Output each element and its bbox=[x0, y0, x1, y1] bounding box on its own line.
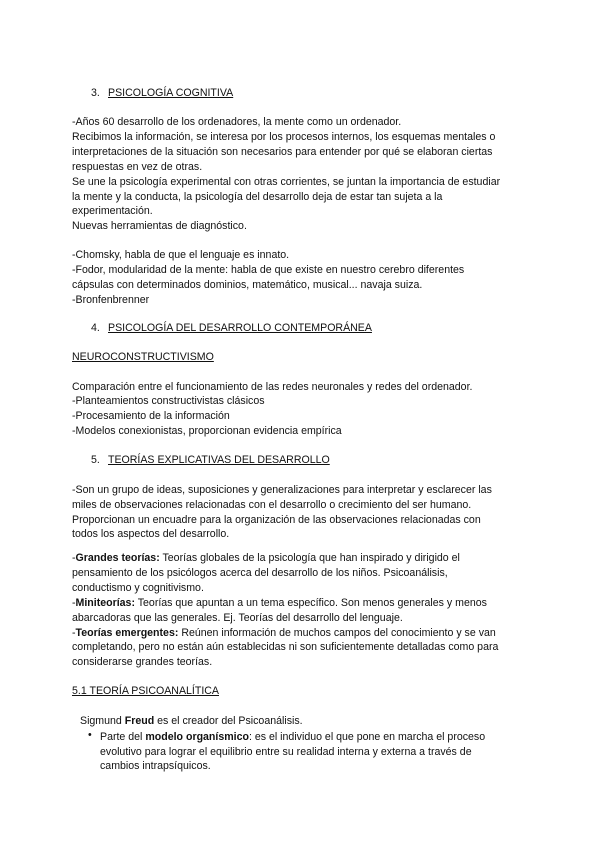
paragraph-line: pensamiento de los psicólogos acerca del desarrollo de los niños. Psicoanálisis, bbox=[72, 567, 448, 579]
section-3-heading: PSICOLOGÍA COGNITIVA bbox=[108, 87, 234, 99]
miniteorias-line: -Miniteorías: Teorías que apuntan a un tema específico. Son menos generales y menos bbox=[72, 597, 487, 609]
paragraph-line: conductismo y cognitivismo. bbox=[72, 582, 204, 594]
paragraph-line: Se une la psicología experimental con otras corrientes, se juntan la importancia de estudiar bbox=[72, 176, 501, 188]
paragraph-line: Nuevas herramientas de diagnóstico. bbox=[72, 220, 247, 232]
grandes-teorias-line: -Grandes teorías: Teorías globales de la psicología que han inspirado y dirigido el bbox=[72, 552, 460, 564]
paragraph-line: todos los aspectos del desarrollo. bbox=[72, 528, 230, 540]
freud-line: Sigmund Freud es el creador del Psicoanálisis. bbox=[80, 715, 303, 727]
paragraph-line: -Modelos conexionistas, proporcionan evidencia empírica bbox=[72, 425, 342, 437]
bullet-line: Parte del modelo organísmico: es el individuo el que pone en marcha el proceso bbox=[100, 731, 486, 743]
paragraph-line: completando, pero no están aún establecidas ni son suficientemente detalladas como para bbox=[72, 641, 499, 653]
paragraph-line: -Bronfenbrenner bbox=[72, 294, 150, 306]
paragraph-line: -Planteamientos constructivistas clásicos bbox=[72, 395, 265, 407]
section-5-1-heading: 5.1 TEORÍA PSICOANALÍTICA bbox=[72, 685, 219, 697]
paragraph-line: -Fodor, modularidad de la mente: habla de que existe en nuestro cerebro diferentes bbox=[72, 264, 465, 276]
paragraph-line: miles de observaciones relacionadas con el desarrollo o crecimiento del ser humano. bbox=[72, 499, 472, 511]
bullet-line: cambios intrapsíquicos. bbox=[100, 760, 211, 772]
section-4-heading: PSICOLOGÍA DEL DESARROLLO CONTEMPORÁNEA bbox=[108, 322, 372, 334]
section-5-number: 5. bbox=[91, 454, 100, 466]
bullet-line: evolutivo para lograr el equilibrio entre su realidad interna y externa a través de bbox=[100, 746, 472, 758]
teorias-emergentes-label: Teorías emergentes: bbox=[75, 627, 179, 639]
paragraph-line: la mente y la conducta, la psicología del desarrollo deja de estar tan sujeta a la bbox=[72, 191, 443, 203]
paragraph-line: abarcadoras que las generales. Ej. Teorías del desarrollo del lenguaje. bbox=[72, 612, 403, 624]
bullet-icon: • bbox=[88, 729, 92, 741]
paragraph-line: Comparación entre el funcionamiento de las redes neuronales y redes del ordenador. bbox=[72, 381, 473, 393]
paragraph-line: Recibimos la información, se interesa por los procesos internos, los esquemas mentales o bbox=[72, 131, 496, 143]
miniteorias-label: Miniteorías: bbox=[75, 597, 135, 609]
paragraph-line: interpretaciones de la situación son necesarios para entender por qué se elaboran ciertas bbox=[72, 146, 493, 158]
section-4-number: 4. bbox=[91, 322, 100, 334]
paragraph-line: Proporcionan un encuadre para la organización de las observaciones relacionadas con bbox=[72, 514, 481, 526]
paragraph-line: -Chomsky, habla de que el lenguaje es innato. bbox=[72, 249, 290, 261]
paragraph-line: -Años 60 desarrollo de los ordenadores, la mente como un ordenador. bbox=[72, 116, 402, 128]
paragraph-line: respuestas en vez de otras. bbox=[72, 161, 203, 173]
section-3-number: 3. bbox=[91, 87, 100, 99]
subsection-heading: NEUROCONSTRUCTIVISMO bbox=[72, 351, 214, 363]
teorias-emergentes-line: -Teorías emergentes: Reúnen información de muchos campos del conocimiento y se van bbox=[72, 627, 496, 639]
grandes-teorias-label: Grandes teorías: bbox=[75, 552, 160, 564]
paragraph-line: cápsulas con determinados dominios, matemático, musical... navaja suiza. bbox=[72, 279, 423, 291]
paragraph-line: considerarse grandes teorías. bbox=[72, 656, 213, 668]
section-5-heading: TEORÍAS EXPLICATIVAS DEL DESARROLLO bbox=[108, 454, 330, 466]
paragraph-line: experimentación. bbox=[72, 205, 153, 217]
paragraph-line: -Procesamiento de la información bbox=[72, 410, 230, 422]
paragraph-line: -Son un grupo de ideas, suposiciones y generalizaciones para interpretar y esclarecer las bbox=[72, 484, 492, 496]
